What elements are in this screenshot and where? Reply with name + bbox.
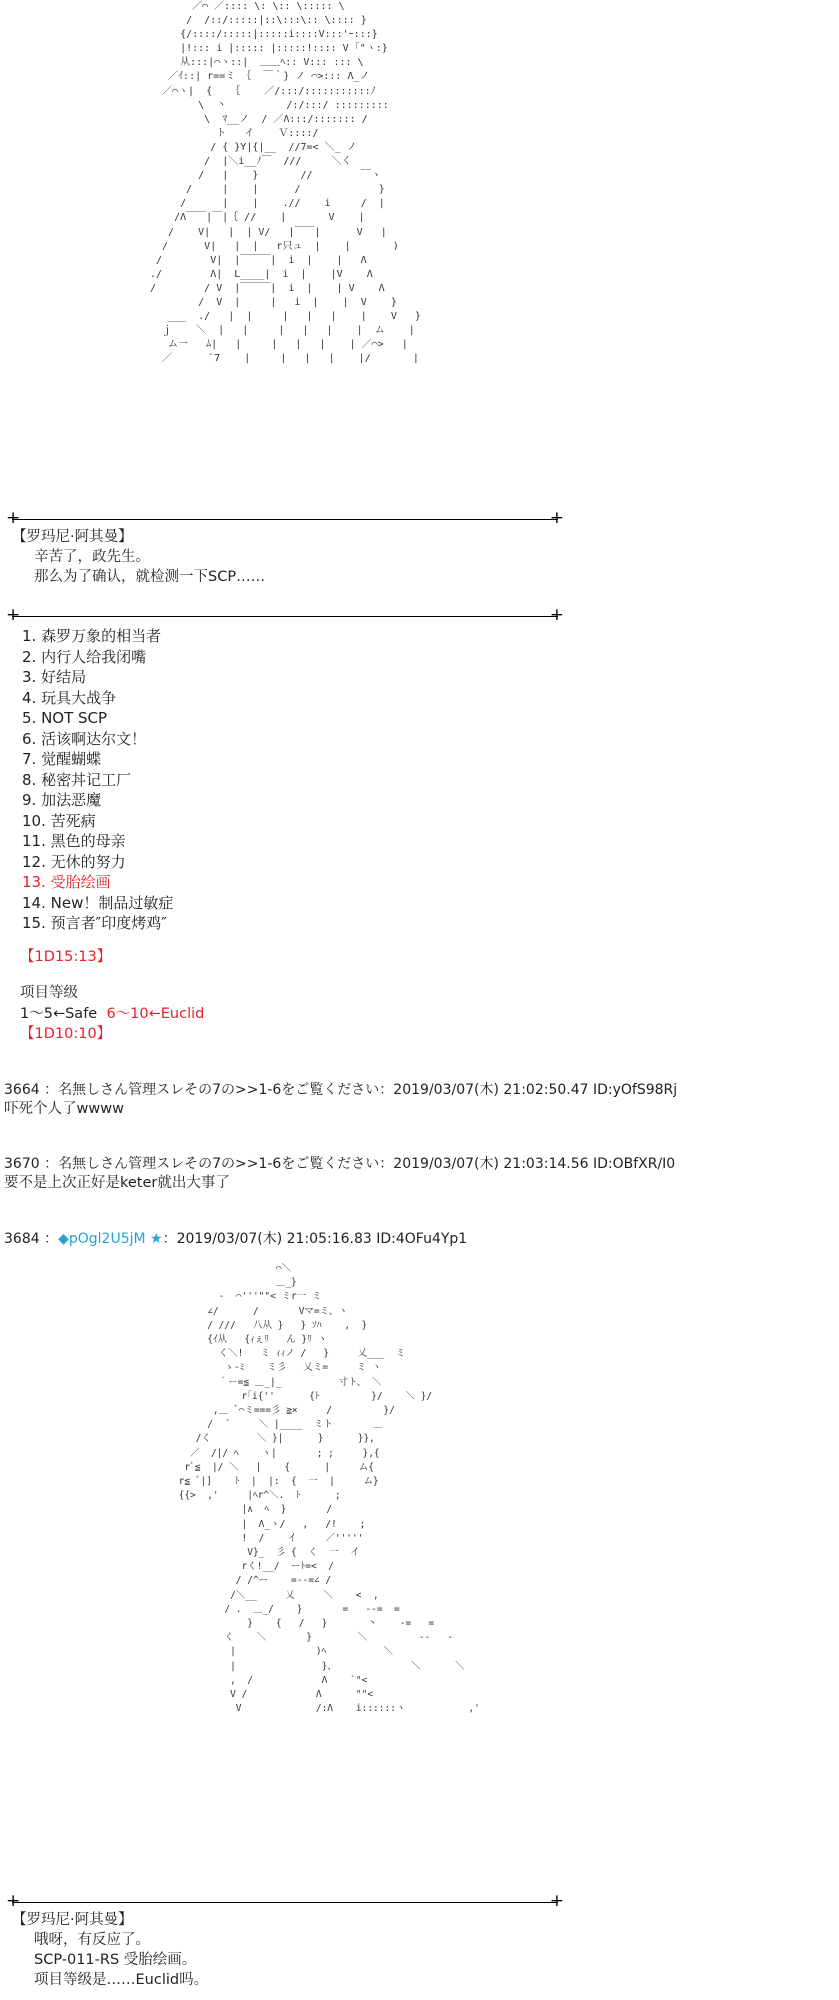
dialogue-line: SCP-011-RS 受胎绘画。 bbox=[34, 1952, 197, 1968]
section-heading: 项目等级 bbox=[20, 985, 78, 1001]
post-body: 要不是上次正好是keter就出大事了 bbox=[4, 1175, 230, 1191]
speaker-name: 【罗玛尼·阿其曼】 bbox=[12, 529, 133, 545]
class-range-line bbox=[20, 1005, 204, 1023]
ascii-art-character-top: ／⌒ ／:::: \: \:: \::::: \ / /::/:::::|::\:::\:: \:::: } {/::::/:::::|:::::i::::V:::'ｰ:::} |!::: i |::::: |:::::!:::: V ｢"ヽ:} 从:::|⌒ヽ::| ＿＿ﾍ:: V::: ::: \ ／ｲ::| r==ミ ｛ ￣｀} ノ ⌒>::: Λ_ノ ／⌒ヽ| { ｛ ／/:::/:::::::::::ﾉ \ 丶 /:/:::/ ::::::::: \ ﾏ__ノ / ／Λ:::/::::::: / ト イ Ｖ::::/ / { }Y|{|__ //7=< ＼_ ノ / |＼i__ﾉ￣ /// ＼く / | } // ￣ヽ / | | / } / | | .// i / | /Λ￣￣|￣|｛ // | V | / V| | | V/ |￣￣| V | / V| | | r只ュ | | ) / V| |￣￣￣| i | | Λ ./ Λ| L____| i | |V Λ / / V |￣￣￣| i | | V Λ / V | | i | | V } ___ ./ | | | | | | V } ｊ ＼ | | | | | | ム | ム一 ﾑ| | | | | | ／⌒> | ／ `7 | | | | |/ | bbox=[150, 1, 421, 365]
post-header: 3670 ：名無しさん管理スレその7の>>1-6をご覧ください：2019/03/07(木) 21:03:14.56 ID:OBfXR/I0 bbox=[4, 1156, 676, 1172]
list-item: 5. NOT SCP bbox=[22, 709, 108, 727]
cross-icon: + bbox=[6, 605, 21, 625]
speaker-name: 【罗玛尼·阿其曼】 bbox=[12, 1912, 133, 1928]
dialogue-line: 哦呀，有反应了。 bbox=[34, 1932, 150, 1948]
dialogue-line: 辛苦了，政先生。 bbox=[34, 549, 150, 565]
post-header bbox=[4, 1230, 467, 1248]
safe-range: 1〜5←Safe bbox=[20, 1006, 98, 1022]
list-item: 7. 觉醒蝴蝶 bbox=[22, 750, 102, 768]
cross-icon: + bbox=[549, 605, 564, 625]
list-item: 2. 内行人给我闭嘴 bbox=[22, 647, 147, 666]
ascii-art-character-bottom: ⌒＼ ＿_} - ⌒'''""< ミr一 ミ ∠/ / Vマ=ミ、ヽ / /// 八从 } } ｿﾊ , } {ｲ从 {ｨぇﾘ ん }ﾘ ヽ く＼! ミ ｨｨノ / } 乂___ ミ ゝ-ﾐ ミ彡 乂ミ= ミ ヽ ｀ー=≦ ＿_|_ 寸ト、 ＼ r｢i{'' {ﾄ }/ ＼ }/ ,＿ ﾞ⌒ミ===彡 ≧× / }/ / ´ ＼ |____ ミト ＿ /く ＼ }| } }}, ／ /|/ ﾍ ヽ| ; ; },{ rﾞ≦ |/ ＼ | { | ム{ r≦ ﾞ|] ﾄ | |: { 一 | ム} {{> ,' |ﾍr^＼. ﾄ ; |∧ ﾍ } / | Λ_ヽ/ , /! ; ! / イ ／''''' V}_ 彡 { く 一 イ rく!__/ ーﾄ=< / / /^ー =--=∠ / /＼__ 乂 ＼ < , / . ＿_/ } = --= = } { / } 丶 -= = く ＼ } ＼ -- - | )ﾍ ＼ | }、 ＼ ＼ , / Λ `"< V / Λ ""< V /:Λ i::::::ヽ ,' bbox=[178, 1263, 480, 1715]
list-item: 10. 苦死病 bbox=[22, 811, 96, 830]
euclid-range: 6〜10←Euclid bbox=[106, 1006, 205, 1022]
list-item: 9. 加法恶魔 bbox=[22, 791, 102, 809]
cross-icon: + bbox=[549, 508, 564, 528]
dice-roll-result: 【1D15:13】 bbox=[20, 949, 112, 965]
list-item: 12. 无休的努力 bbox=[22, 852, 126, 871]
list-item-selected: 13. 受胎绘画 bbox=[22, 873, 111, 891]
dice-roll-result: 【1D10:10】 bbox=[20, 1026, 112, 1042]
list-item: 4. 玩具大战争 bbox=[22, 688, 117, 707]
poster-trip-link[interactable]: ◆pOgl2U5jM ★ bbox=[58, 1231, 163, 1247]
list-item: 3. 好结局 bbox=[22, 668, 87, 686]
post-body: 吓死个人了wwww bbox=[4, 1101, 124, 1117]
post-meta: ：2019/03/07(木) 21:05:16.83 ID:4OFu4Yp1 bbox=[162, 1231, 468, 1247]
list-item: 14. New！制品过敏症 bbox=[22, 893, 174, 912]
divider-line bbox=[6, 508, 564, 528]
list-item: 1. 森罗万象的相当者 bbox=[22, 627, 162, 645]
cross-icon: + bbox=[6, 508, 21, 528]
list-item: 6. 活该啊达尔文！ bbox=[22, 729, 147, 748]
cross-icon: + bbox=[549, 1891, 564, 1911]
divider-line bbox=[6, 1891, 564, 1911]
scp-option-list bbox=[22, 626, 173, 934]
dialogue-line: 项目等级是……Euclid吗。 bbox=[34, 1972, 209, 1988]
cross-icon: + bbox=[6, 1891, 21, 1911]
post-number: 3684 ： bbox=[4, 1231, 59, 1247]
post-header: 3664 ：名無しさん管理スレその7の>>1-6をご覧ください：2019/03/07(木) 21:02:50.47 ID:yOfS98Rj bbox=[4, 1082, 678, 1098]
list-item: 8. 秘密丼记工厂 bbox=[22, 770, 132, 789]
list-item: 11. 黑色的母亲 bbox=[22, 832, 126, 850]
dialogue-line: 那么为了确认，就检测一下SCP…… bbox=[34, 569, 266, 585]
divider-line bbox=[6, 605, 564, 625]
list-item: 15. 预言者″印度烤鸡″ bbox=[22, 914, 167, 932]
